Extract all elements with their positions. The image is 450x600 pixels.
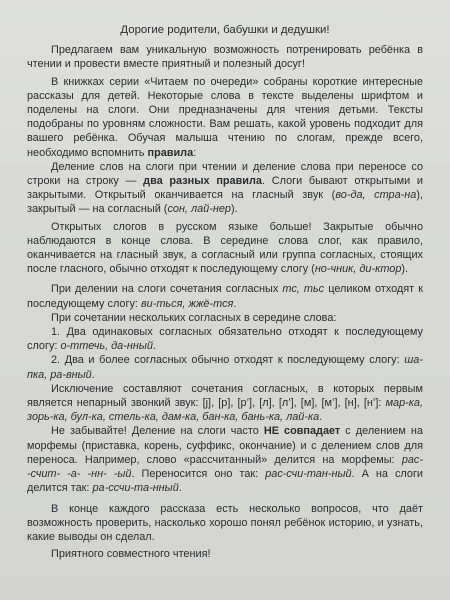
several-text: При сочетании нескольких согласных в середине слова: [51,311,337,324]
div-text-b: целиком отходят к последующему слогу: [27,283,423,310]
div-text-c: . [233,297,237,310]
list-item-1 [27,325,423,353]
list-item-2 [27,353,423,381]
open-example: но-чник, ди-ктор [314,263,402,276]
item2-example: ша-пка, ра-вный [27,354,423,381]
rules-colon: : [193,146,197,159]
item1-end: . [152,340,156,353]
paragraph-open-syllables [27,220,423,277]
morph-example-hyphenation: рас-счи-тан-ный [265,468,352,481]
wish-text: Приятного совместного чтения! [51,548,211,561]
paragraph-exception [27,382,423,425]
exception-examples: мар-ка, зорь-ка, бул-ка, стель-ка, дам-ка, бан-ка, бань-ка, лай-ка [27,397,423,424]
item1-example: о-ттечь, да-нный [60,340,153,353]
paragraph-questions [27,502,423,545]
page-title: Дорогие родители, бабушки и дедушки! [120,24,330,36]
morph-text-c: с делением на морфемы (приставка, корень, суффикс, окончание) и с делением слов для переноса. Например, слово «рассчитанный» делится на морфемы: [27,425,423,466]
rule-text-e: ). [230,203,238,216]
rules-word: правила [147,146,194,159]
rule-example-closed: сон, лай-нер [167,203,231,216]
paragraph-intro [27,43,423,71]
div-example-words: ви-ться, жжё-тся [140,297,234,310]
rule-example-open: во-да, стра-на [335,189,417,202]
morph-emphasis: НЕ совпадает [263,425,341,438]
morph-example-morphemes: рас- -счит- -а- -нн- -ый [27,453,423,481]
questions-text: В конце каждого рассказа есть несколько вопросов, что даёт возможность проверить, насколько хорошо понял ребёнок историю, и узнать, какие выводы он сделал. [27,502,423,543]
rule-emphasis: два разных правила [143,175,262,188]
item2-end: . [91,368,95,381]
div-text-a: При делении на слоги сочетания согласных [51,283,283,296]
morph-text-d: . Переносится оно так: [131,468,266,481]
open-text-a: Открытых слогов в русском языке больше! Закрытые обычно наблюдаются в конце слова. В середине слова слог, как правило, оканчивается на гласный звук, а согласный или группа согласных, стоящих после гласного, обычно отходят к последующему слогу ( [27,220,423,276]
open-text-b: ). [401,263,409,276]
paragraph-consonant-division [27,282,423,310]
rule-text-d: ), закрытый — на согласный ( [27,189,424,216]
item2-text: 2. Два и более согласных обычно отходят к последующему слогу: [51,354,405,367]
morph-example-syllables: ра-ссчи-та-нный [92,482,179,495]
exception-text: Исключение составляют сочетания согласных, в которых первым является непарный звонкий звук: [j], [р], [р’], [л], [л’], [м], [м’], [н], [н’]: [27,382,423,410]
paragraph-rule-syllables [27,160,423,217]
paragraph-several-consonants [27,311,423,325]
paragraph-morphemes [27,424,423,495]
morph-text-e: . А на слоги делится так: [27,468,423,495]
paragraph-wish [27,547,423,561]
item1-text: 1. Два одинаковых согласных обязательно отходят к последующему слогу: [27,326,423,353]
rule-text-c: . Слоги бывают открытыми и закрытыми. Открытый оканчивается на гласный звук ( [27,175,424,202]
paragraph-series [27,75,423,160]
exception-end: . [319,411,323,424]
paragraph-intro-text: Предлагаем вам уникальную возможность потренировать ребёнка в чтении и провести вместе приятный и полезный досуг! [27,44,423,71]
rule-text-a: Деление слов на слоги при чтении и деление слова при переносе со строки на строку — [27,160,423,188]
morph-text-a: Не забывайте! Деление на слоги часто [51,425,264,438]
paragraph-series-text: В книжках серии «Читаем по очереди» собраны короткие интересные рассказы для детей. Некоторые слова в тексте выделены шрифтом и поделены на слоги. Они предназначены для чтения детьми. Тексты подобраны по уровням сложности. Вам решать, какой уровень подходит для вашего ребёнка. Обучая малыша чтению по слогам, прежде всего, необходимо вспомнить [27,75,423,159]
div-example-pairs: тс, тьс [282,283,325,296]
morph-text-f: . [178,482,182,495]
